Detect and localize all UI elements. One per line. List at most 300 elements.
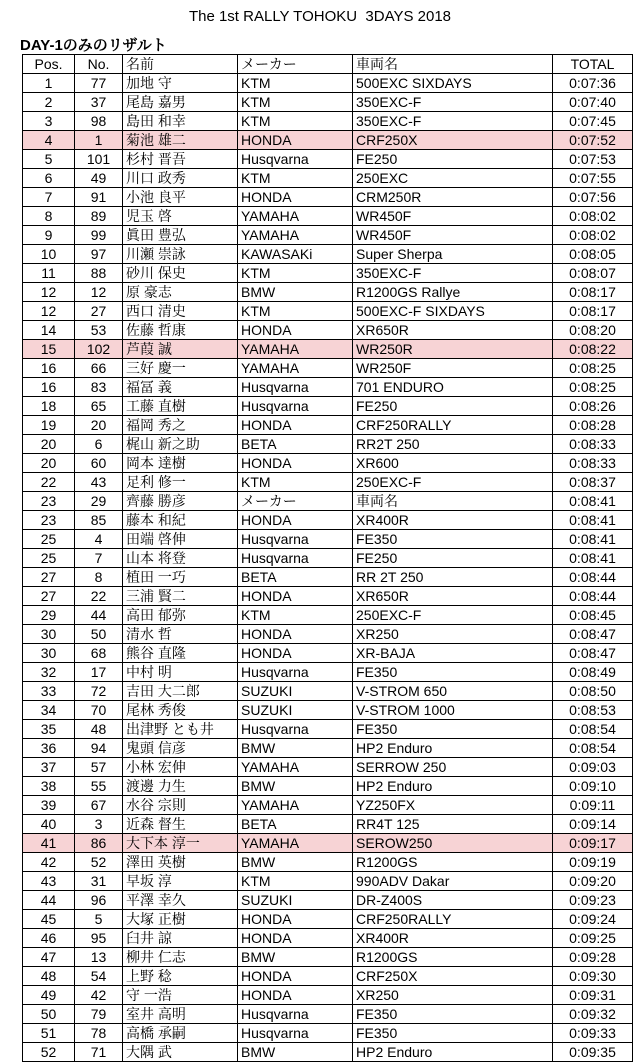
cell-total: 0:08:44 bbox=[553, 568, 633, 587]
cell-name: 室井 高明 bbox=[123, 1005, 238, 1024]
cell-pos: 20 bbox=[23, 454, 75, 473]
cell-pos: 20 bbox=[23, 435, 75, 454]
cell-number: 79 bbox=[75, 1005, 123, 1024]
cell-total: 0:09:19 bbox=[553, 853, 633, 872]
cell-pos: 16 bbox=[23, 378, 75, 397]
cell-pos: 32 bbox=[23, 663, 75, 682]
cell-pos: 42 bbox=[23, 853, 75, 872]
cell-model: DR-Z400S bbox=[353, 891, 553, 910]
cell-model: V-STROM 1000 bbox=[353, 701, 553, 720]
cell-maker: KTM bbox=[238, 93, 353, 112]
table-row bbox=[23, 872, 633, 891]
cell-total: 0:08:26 bbox=[553, 397, 633, 416]
table-row bbox=[23, 834, 633, 853]
cell-number: 71 bbox=[75, 1043, 123, 1062]
cell-name: 澤田 英樹 bbox=[123, 853, 238, 872]
cell-number: 27 bbox=[75, 302, 123, 321]
cell-number: 54 bbox=[75, 967, 123, 986]
cell-model: 701 ENDURO bbox=[353, 378, 553, 397]
cell-maker: メーカー bbox=[238, 492, 353, 511]
cell-maker: KTM bbox=[238, 606, 353, 625]
cell-pos: 52 bbox=[23, 1043, 75, 1062]
cell-maker: Husqvarna bbox=[238, 150, 353, 169]
cell-name: 齊藤 勝彦 bbox=[123, 492, 238, 511]
table-row bbox=[23, 169, 633, 188]
header-total: TOTAL bbox=[553, 55, 633, 74]
cell-name: 眞田 豊弘 bbox=[123, 226, 238, 245]
table-row bbox=[23, 283, 633, 302]
cell-total: 0:08:45 bbox=[553, 606, 633, 625]
cell-name: 児玉 啓 bbox=[123, 207, 238, 226]
cell-model: HP2 Enduro bbox=[353, 739, 553, 758]
cell-maker: Husqvarna bbox=[238, 530, 353, 549]
cell-total: 0:09:35 bbox=[553, 1043, 633, 1062]
cell-pos: 48 bbox=[23, 967, 75, 986]
cell-name: 西口 清史 bbox=[123, 302, 238, 321]
cell-maker: HONDA bbox=[238, 625, 353, 644]
cell-model: WR450F bbox=[353, 207, 553, 226]
cell-name: 臼井 諒 bbox=[123, 929, 238, 948]
cell-maker: BETA bbox=[238, 435, 353, 454]
table-row bbox=[23, 644, 633, 663]
cell-name: 岡本 達樹 bbox=[123, 454, 238, 473]
cell-number: 43 bbox=[75, 473, 123, 492]
cell-pos: 3 bbox=[23, 112, 75, 131]
cell-pos: 38 bbox=[23, 777, 75, 796]
cell-name: 出津野 とも井 bbox=[123, 720, 238, 739]
cell-name: 尾島 嘉男 bbox=[123, 93, 238, 112]
cell-number: 94 bbox=[75, 739, 123, 758]
cell-model: FE350 bbox=[353, 530, 553, 549]
cell-total: 0:08:25 bbox=[553, 378, 633, 397]
cell-name: 工藤 直樹 bbox=[123, 397, 238, 416]
cell-number: 68 bbox=[75, 644, 123, 663]
cell-number: 8 bbox=[75, 568, 123, 587]
cell-name: 高橋 承嗣 bbox=[123, 1024, 238, 1043]
cell-pos: 39 bbox=[23, 796, 75, 815]
cell-name: 梶山 新之助 bbox=[123, 435, 238, 454]
cell-pos: 2 bbox=[23, 93, 75, 112]
cell-total: 0:07:55 bbox=[553, 169, 633, 188]
cell-total: 0:09:20 bbox=[553, 872, 633, 891]
cell-number: 78 bbox=[75, 1024, 123, 1043]
cell-total: 0:09:30 bbox=[553, 967, 633, 986]
cell-pos: 46 bbox=[23, 929, 75, 948]
cell-maker: BMW bbox=[238, 948, 353, 967]
cell-name: 足利 修一 bbox=[123, 473, 238, 492]
cell-model: XR400R bbox=[353, 511, 553, 530]
cell-number: 102 bbox=[75, 340, 123, 359]
cell-model: Super Sherpa bbox=[353, 245, 553, 264]
cell-pos: 14 bbox=[23, 321, 75, 340]
cell-pos: 30 bbox=[23, 625, 75, 644]
table-row bbox=[23, 378, 633, 397]
header-model: 車両名 bbox=[353, 55, 553, 74]
cell-total: 0:09:11 bbox=[553, 796, 633, 815]
table-row bbox=[23, 1005, 633, 1024]
table-row bbox=[23, 587, 633, 606]
cell-number: 55 bbox=[75, 777, 123, 796]
cell-total: 0:08:47 bbox=[553, 625, 633, 644]
cell-maker: BETA bbox=[238, 815, 353, 834]
cell-total: 0:08:02 bbox=[553, 207, 633, 226]
table-row bbox=[23, 530, 633, 549]
cell-model: RR2T 250 bbox=[353, 435, 553, 454]
cell-maker: Husqvarna bbox=[238, 549, 353, 568]
cell-maker: HONDA bbox=[238, 967, 353, 986]
cell-pos: 27 bbox=[23, 568, 75, 587]
cell-total: 0:08:41 bbox=[553, 549, 633, 568]
table-row bbox=[23, 245, 633, 264]
cell-model: 250EXC-F bbox=[353, 606, 553, 625]
cell-number: 20 bbox=[75, 416, 123, 435]
cell-pos: 23 bbox=[23, 492, 75, 511]
cell-name: 平澤 幸久 bbox=[123, 891, 238, 910]
cell-model: 250EXC-F bbox=[353, 473, 553, 492]
cell-model: R1200GS Rallye bbox=[353, 283, 553, 302]
cell-maker: KTM bbox=[238, 264, 353, 283]
table-row bbox=[23, 435, 633, 454]
cell-maker: KTM bbox=[238, 169, 353, 188]
table-row bbox=[23, 93, 633, 112]
cell-number: 99 bbox=[75, 226, 123, 245]
cell-pos: 27 bbox=[23, 587, 75, 606]
cell-maker: YAMAHA bbox=[238, 359, 353, 378]
cell-pos: 15 bbox=[23, 340, 75, 359]
cell-number: 13 bbox=[75, 948, 123, 967]
cell-number: 89 bbox=[75, 207, 123, 226]
table-row bbox=[23, 321, 633, 340]
cell-pos: 44 bbox=[23, 891, 75, 910]
cell-number: 1 bbox=[75, 131, 123, 150]
cell-maker: KTM bbox=[238, 74, 353, 93]
cell-model: XR250 bbox=[353, 625, 553, 644]
cell-total: 0:08:54 bbox=[553, 720, 633, 739]
cell-name: 早坂 淳 bbox=[123, 872, 238, 891]
cell-total: 0:08:41 bbox=[553, 511, 633, 530]
cell-number: 98 bbox=[75, 112, 123, 131]
document-title: The 1st RALLY TOHOKU 3DAYS 2018 bbox=[188, 8, 452, 25]
cell-pos: 40 bbox=[23, 815, 75, 834]
table-row bbox=[23, 948, 633, 967]
cell-pos: 47 bbox=[23, 948, 75, 967]
table-row bbox=[23, 492, 633, 511]
cell-pos: 8 bbox=[23, 207, 75, 226]
cell-model: HP2 Enduro bbox=[353, 1043, 553, 1062]
cell-maker: SUZUKI bbox=[238, 701, 353, 720]
cell-maker: YAMAHA bbox=[238, 796, 353, 815]
cell-model: 990ADV Dakar bbox=[353, 872, 553, 891]
cell-number: 91 bbox=[75, 188, 123, 207]
cell-name: 水谷 宗則 bbox=[123, 796, 238, 815]
cell-model: YZ250FX bbox=[353, 796, 553, 815]
cell-number: 66 bbox=[75, 359, 123, 378]
cell-pos: 50 bbox=[23, 1005, 75, 1024]
cell-model: 350EXC-F bbox=[353, 264, 553, 283]
header-maker: メーカー bbox=[238, 55, 353, 74]
cell-name: 大塚 正樹 bbox=[123, 910, 238, 929]
table-row bbox=[23, 910, 633, 929]
cell-name: 杉村 晋吾 bbox=[123, 150, 238, 169]
cell-pos: 11 bbox=[23, 264, 75, 283]
cell-model: R1200GS bbox=[353, 948, 553, 967]
cell-number: 101 bbox=[75, 150, 123, 169]
cell-maker: Husqvarna bbox=[238, 1024, 353, 1043]
cell-maker: BMW bbox=[238, 283, 353, 302]
cell-maker: HONDA bbox=[238, 454, 353, 473]
cell-pos: 18 bbox=[23, 397, 75, 416]
cell-number: 5 bbox=[75, 910, 123, 929]
cell-total: 0:08:25 bbox=[553, 359, 633, 378]
cell-maker: HONDA bbox=[238, 416, 353, 435]
cell-total: 0:08:17 bbox=[553, 302, 633, 321]
table-row bbox=[23, 986, 633, 1005]
cell-total: 0:09:33 bbox=[553, 1024, 633, 1043]
table-row bbox=[23, 758, 633, 777]
cell-name: 大隅 武 bbox=[123, 1043, 238, 1062]
results-body bbox=[23, 74, 633, 1062]
cell-maker: Husqvarna bbox=[238, 1005, 353, 1024]
cell-maker: KTM bbox=[238, 872, 353, 891]
cell-number: 48 bbox=[75, 720, 123, 739]
cell-name: 尾林 秀俊 bbox=[123, 701, 238, 720]
cell-maker: HONDA bbox=[238, 644, 353, 663]
table-row bbox=[23, 150, 633, 169]
cell-number: 37 bbox=[75, 93, 123, 112]
cell-maker: YAMAHA bbox=[238, 834, 353, 853]
cell-number: 86 bbox=[75, 834, 123, 853]
cell-number: 17 bbox=[75, 663, 123, 682]
cell-model: 250EXC bbox=[353, 169, 553, 188]
cell-total: 0:09:10 bbox=[553, 777, 633, 796]
cell-pos: 29 bbox=[23, 606, 75, 625]
cell-name: 三好 慶一 bbox=[123, 359, 238, 378]
cell-maker: YAMAHA bbox=[238, 226, 353, 245]
cell-total: 0:09:28 bbox=[553, 948, 633, 967]
table-row bbox=[23, 549, 633, 568]
cell-model: FE250 bbox=[353, 150, 553, 169]
cell-name: 小池 良平 bbox=[123, 188, 238, 207]
cell-model: CRF250X bbox=[353, 131, 553, 150]
cell-number: 57 bbox=[75, 758, 123, 777]
cell-pos: 30 bbox=[23, 644, 75, 663]
cell-pos: 45 bbox=[23, 910, 75, 929]
table-row bbox=[23, 188, 633, 207]
cell-name: 菊池 雄二 bbox=[123, 131, 238, 150]
cell-total: 0:09:17 bbox=[553, 834, 633, 853]
cell-name: 佐藤 哲康 bbox=[123, 321, 238, 340]
cell-model: R1200GS bbox=[353, 853, 553, 872]
cell-model: FE250 bbox=[353, 549, 553, 568]
cell-name: 加地 守 bbox=[123, 74, 238, 93]
cell-total: 0:08:33 bbox=[553, 454, 633, 473]
table-row bbox=[23, 454, 633, 473]
cell-name: 熊谷 直隆 bbox=[123, 644, 238, 663]
cell-total: 0:07:45 bbox=[553, 112, 633, 131]
cell-total: 0:08:49 bbox=[553, 663, 633, 682]
table-row bbox=[23, 226, 633, 245]
table-row bbox=[23, 625, 633, 644]
cell-pos: 1 bbox=[23, 74, 75, 93]
table-row bbox=[23, 264, 633, 283]
table-row bbox=[23, 416, 633, 435]
cell-model: HP2 Enduro bbox=[353, 777, 553, 796]
cell-name: 川口 政秀 bbox=[123, 169, 238, 188]
cell-pos: 19 bbox=[23, 416, 75, 435]
cell-maker: SUZUKI bbox=[238, 891, 353, 910]
table-row bbox=[23, 606, 633, 625]
cell-model: 500EXC SIXDAYS bbox=[353, 74, 553, 93]
cell-pos: 25 bbox=[23, 549, 75, 568]
cell-name: 小林 宏伸 bbox=[123, 758, 238, 777]
cell-maker: BMW bbox=[238, 853, 353, 872]
cell-total: 0:07:36 bbox=[553, 74, 633, 93]
cell-total: 0:08:02 bbox=[553, 226, 633, 245]
cell-number: 42 bbox=[75, 986, 123, 1005]
cell-number: 31 bbox=[75, 872, 123, 891]
cell-number: 4 bbox=[75, 530, 123, 549]
cell-name: 植田 一巧 bbox=[123, 568, 238, 587]
cell-name: 中村 明 bbox=[123, 663, 238, 682]
cell-pos: 33 bbox=[23, 682, 75, 701]
table-row bbox=[23, 473, 633, 492]
cell-name: 藤本 和紀 bbox=[123, 511, 238, 530]
cell-pos: 7 bbox=[23, 188, 75, 207]
cell-number: 6 bbox=[75, 435, 123, 454]
cell-number: 50 bbox=[75, 625, 123, 644]
cell-total: 0:07:56 bbox=[553, 188, 633, 207]
cell-name: 吉田 大二郎 bbox=[123, 682, 238, 701]
cell-model: WR450F bbox=[353, 226, 553, 245]
table-row bbox=[23, 1043, 633, 1062]
cell-total: 0:08:54 bbox=[553, 739, 633, 758]
cell-number: 12 bbox=[75, 283, 123, 302]
cell-total: 0:08:41 bbox=[553, 492, 633, 511]
cell-maker: HONDA bbox=[238, 587, 353, 606]
cell-total: 0:09:31 bbox=[553, 986, 633, 1005]
cell-number: 77 bbox=[75, 74, 123, 93]
table-row bbox=[23, 74, 633, 93]
cell-total: 0:07:52 bbox=[553, 131, 633, 150]
table-row bbox=[23, 568, 633, 587]
cell-pos: 22 bbox=[23, 473, 75, 492]
table-row bbox=[23, 682, 633, 701]
cell-name: 原 豪志 bbox=[123, 283, 238, 302]
cell-number: 3 bbox=[75, 815, 123, 834]
cell-number: 22 bbox=[75, 587, 123, 606]
cell-maker: BMW bbox=[238, 1043, 353, 1062]
table-header-row bbox=[23, 55, 633, 74]
cell-pos: 5 bbox=[23, 150, 75, 169]
cell-pos: 43 bbox=[23, 872, 75, 891]
cell-total: 0:08:47 bbox=[553, 644, 633, 663]
cell-model: CRF250RALLY bbox=[353, 416, 553, 435]
cell-pos: 12 bbox=[23, 283, 75, 302]
cell-total: 0:09:03 bbox=[553, 758, 633, 777]
cell-name: 三浦 賢二 bbox=[123, 587, 238, 606]
cell-total: 0:09:25 bbox=[553, 929, 633, 948]
cell-pos: 4 bbox=[23, 131, 75, 150]
table-row bbox=[23, 1024, 633, 1043]
cell-maker: Husqvarna bbox=[238, 663, 353, 682]
cell-number: 67 bbox=[75, 796, 123, 815]
cell-name: 福冨 義 bbox=[123, 378, 238, 397]
cell-number: 29 bbox=[75, 492, 123, 511]
cell-maker: Husqvarna bbox=[238, 720, 353, 739]
cell-maker: HONDA bbox=[238, 188, 353, 207]
cell-total: 0:08:44 bbox=[553, 587, 633, 606]
table-row bbox=[23, 777, 633, 796]
cell-name: 島田 和幸 bbox=[123, 112, 238, 131]
table-row bbox=[23, 207, 633, 226]
cell-name: 渡邊 力生 bbox=[123, 777, 238, 796]
table-row bbox=[23, 663, 633, 682]
cell-maker: KTM bbox=[238, 302, 353, 321]
cell-number: 44 bbox=[75, 606, 123, 625]
cell-maker: YAMAHA bbox=[238, 340, 353, 359]
cell-maker: Husqvarna bbox=[238, 397, 353, 416]
cell-number: 88 bbox=[75, 264, 123, 283]
cell-maker: KTM bbox=[238, 473, 353, 492]
cell-number: 85 bbox=[75, 511, 123, 530]
cell-pos: 12 bbox=[23, 302, 75, 321]
cell-maker: Husqvarna bbox=[238, 378, 353, 397]
cell-model: XR-BAJA bbox=[353, 644, 553, 663]
cell-total: 0:08:22 bbox=[553, 340, 633, 359]
cell-model: SERROW 250 bbox=[353, 758, 553, 777]
cell-total: 0:07:40 bbox=[553, 93, 633, 112]
cell-name: 砂川 保史 bbox=[123, 264, 238, 283]
cell-model: WR250R bbox=[353, 340, 553, 359]
cell-model: XR600 bbox=[353, 454, 553, 473]
cell-model: XR400R bbox=[353, 929, 553, 948]
cell-model: FE350 bbox=[353, 1024, 553, 1043]
cell-model: XR650R bbox=[353, 321, 553, 340]
table-row bbox=[23, 720, 633, 739]
cell-name: 芦葭 誠 bbox=[123, 340, 238, 359]
cell-name: 柳井 仁志 bbox=[123, 948, 238, 967]
cell-number: 49 bbox=[75, 169, 123, 188]
cell-maker: YAMAHA bbox=[238, 207, 353, 226]
cell-pos: 41 bbox=[23, 834, 75, 853]
cell-model: XR650R bbox=[353, 587, 553, 606]
cell-pos: 51 bbox=[23, 1024, 75, 1043]
table-row bbox=[23, 302, 633, 321]
table-row bbox=[23, 929, 633, 948]
table-row bbox=[23, 112, 633, 131]
cell-pos: 34 bbox=[23, 701, 75, 720]
cell-pos: 37 bbox=[23, 758, 75, 777]
table-row bbox=[23, 701, 633, 720]
cell-pos: 35 bbox=[23, 720, 75, 739]
cell-pos: 36 bbox=[23, 739, 75, 758]
cell-name: 上野 稔 bbox=[123, 967, 238, 986]
cell-pos: 23 bbox=[23, 511, 75, 530]
table-row bbox=[23, 359, 633, 378]
cell-total: 0:08:20 bbox=[553, 321, 633, 340]
cell-total: 0:08:53 bbox=[553, 701, 633, 720]
cell-maker: SUZUKI bbox=[238, 682, 353, 701]
cell-name: 鬼頭 信彦 bbox=[123, 739, 238, 758]
cell-maker: HONDA bbox=[238, 986, 353, 1005]
cell-total: 0:09:14 bbox=[553, 815, 633, 834]
cell-model: CRM250R bbox=[353, 188, 553, 207]
cell-model: 350EXC-F bbox=[353, 93, 553, 112]
cell-model: FE350 bbox=[353, 1005, 553, 1024]
cell-pos: 9 bbox=[23, 226, 75, 245]
cell-maker: YAMAHA bbox=[238, 758, 353, 777]
cell-maker: HONDA bbox=[238, 131, 353, 150]
